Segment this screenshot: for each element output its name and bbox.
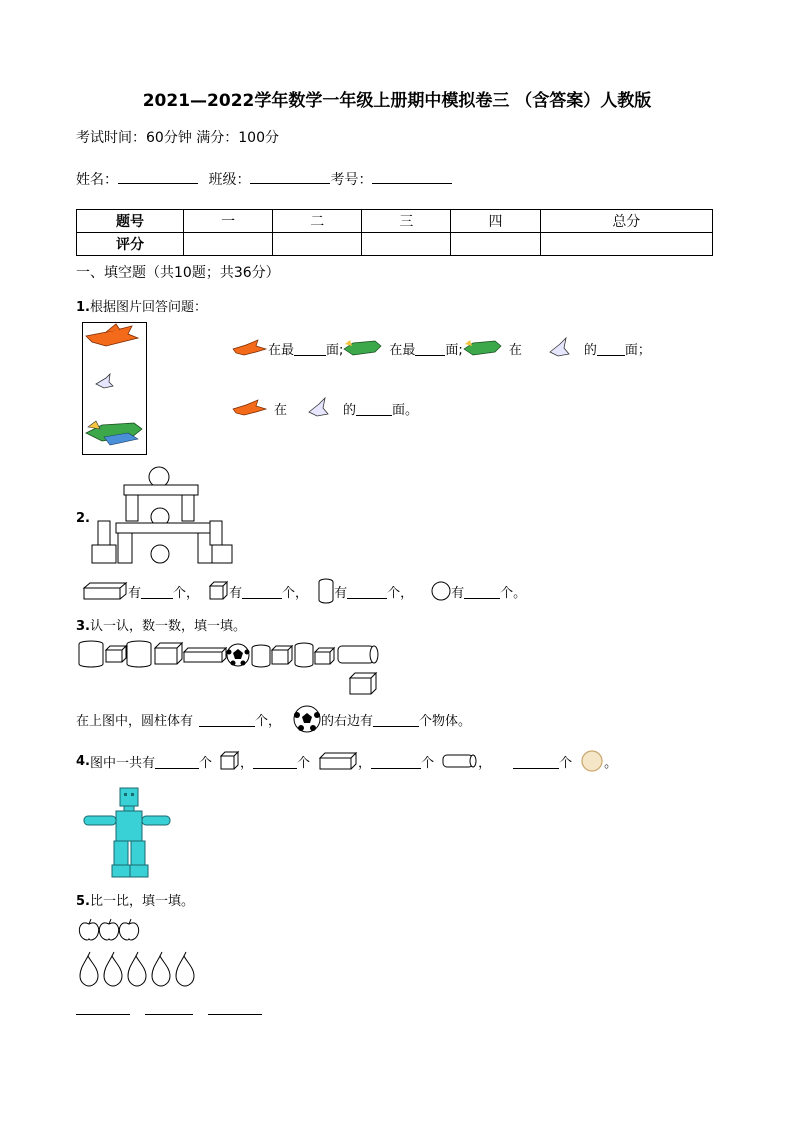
header-cell: 二 (273, 210, 362, 233)
q1-text: 的 (343, 402, 357, 418)
q2-text: 个， (282, 585, 309, 601)
q4-blank[interactable] (371, 754, 421, 769)
q2-text: 有 (451, 585, 465, 601)
q4-number: 4. (76, 753, 90, 769)
orange-plane-icon (232, 338, 268, 358)
q1-text: 面； (624, 342, 651, 358)
q4-text: 个 (421, 755, 435, 771)
name-label: 姓名： (76, 172, 118, 188)
number-blank[interactable] (372, 169, 452, 184)
q3-text: 在上图中，圆柱体有 (76, 713, 194, 729)
q3-text: 个， (255, 713, 282, 729)
q1-text: 在最 (268, 342, 295, 358)
number-label: 考号： (330, 172, 373, 188)
q1-text: 面。 (392, 402, 419, 418)
q1-text: 在最 (389, 342, 416, 358)
q1-picture-frame (82, 322, 148, 456)
header-cell: 题号 (77, 210, 184, 233)
q3-number: 3. (76, 619, 90, 634)
header-cell: 三 (362, 210, 451, 233)
q5-heading (76, 890, 194, 909)
q1-text: 面; (326, 342, 344, 358)
q4-text: ， (358, 755, 372, 771)
q3-text: 认一认，数一数，填一填。 (89, 619, 246, 634)
q4-blank[interactable] (155, 754, 199, 769)
q4-blank[interactable] (513, 754, 559, 769)
q3-blank[interactable] (199, 712, 255, 727)
q2-line (82, 579, 526, 603)
pear-icon (128, 956, 146, 986)
apple-icon (99, 923, 118, 940)
soccer-ball-icon (293, 705, 321, 733)
q4-blank[interactable] (253, 754, 297, 769)
q3-shapes-picture (78, 640, 382, 696)
green-plane-icon (343, 337, 383, 359)
q1-number: 1. (76, 300, 90, 315)
apple-icon (119, 923, 138, 940)
score-cell[interactable] (273, 233, 362, 256)
q2-text: 个， (173, 585, 200, 601)
q4-text: 。 (604, 755, 618, 771)
name-blank[interactable] (118, 169, 198, 184)
header-cell: 一 (184, 210, 273, 233)
q5-blank[interactable] (208, 1000, 262, 1015)
q2-blank[interactable] (464, 584, 500, 599)
q3-text: 的右边有 (321, 713, 374, 729)
bird-icon (307, 396, 329, 420)
q1-blank[interactable] (415, 341, 445, 356)
q2-text: 有 (334, 585, 348, 601)
q2-number (76, 511, 90, 526)
q4-text: ， (478, 755, 492, 771)
q3-text: 个物体。 (419, 713, 472, 729)
sphere-icon (580, 749, 604, 773)
score-table-row (77, 233, 713, 256)
q1-text: 的 (583, 342, 597, 358)
exam-info: 考试时间：60分钟 满分：100分 (76, 130, 279, 146)
q3-line (76, 706, 471, 732)
q5-answer-row (76, 1000, 262, 1019)
pear-icon (104, 956, 122, 986)
class-blank[interactable] (250, 169, 330, 184)
q2-text: 有 (128, 585, 142, 601)
bird-icon (548, 336, 570, 360)
q1-text: 根据图片回答问题： (89, 300, 207, 315)
q4-text: 个 (297, 755, 311, 771)
cuboid-icon (318, 752, 358, 770)
score-table-header (77, 210, 713, 233)
page-title: 2021—2022学年数学一年级上册期中模拟卷三 （含答案）人教版 (142, 91, 652, 111)
q4-text: 图中一共有 (89, 755, 155, 771)
section-heading: 一、填空题（共10题；共36分） (76, 265, 280, 281)
class-label: 班级： (208, 172, 251, 188)
sphere-icon (431, 581, 451, 601)
score-table (76, 209, 713, 256)
pears-picture (78, 952, 202, 988)
score-cell[interactable] (362, 233, 451, 256)
apples-picture (78, 918, 142, 942)
q1-text: 面; (445, 342, 463, 358)
q5-number: 5. (76, 894, 90, 909)
pear-icon (176, 956, 194, 986)
header-cell: 总分 (540, 210, 712, 233)
q1-line1 (232, 336, 651, 360)
q4-text: 个 (559, 755, 573, 771)
q1-blank[interactable] (356, 401, 392, 416)
pear-icon (80, 956, 98, 986)
score-cell[interactable] (184, 233, 273, 256)
q2-blank[interactable] (141, 584, 173, 599)
q1-heading (76, 296, 207, 315)
q1-line2 (232, 396, 418, 420)
q2-blank[interactable] (242, 584, 282, 599)
q1-text: 在 (508, 342, 522, 358)
cylinder-icon (442, 753, 478, 769)
robot-picture (80, 786, 174, 880)
q3-heading (76, 615, 246, 634)
apple-icon (79, 923, 98, 940)
q5-blank[interactable] (145, 1000, 193, 1015)
header-cell: 四 (451, 210, 540, 233)
q4-line (76, 748, 617, 774)
block-structure-picture (90, 465, 240, 569)
row-label: 评分 (77, 233, 184, 256)
q5-text: 比一比，填一填。 (89, 894, 194, 909)
cube-icon (209, 581, 229, 601)
student-info-row (76, 169, 452, 189)
q2-text: 个， (387, 585, 414, 601)
q4-text: ， (240, 755, 254, 771)
score-cell[interactable] (451, 233, 540, 256)
pear-icon (152, 956, 170, 986)
q2-num: 2. (76, 511, 90, 526)
q4-text: 个 (199, 755, 213, 771)
q1-text: 在 (274, 402, 288, 418)
orange-plane-icon (232, 398, 268, 418)
q2-text: 有 (229, 585, 243, 601)
cylinder-icon (318, 578, 334, 604)
green-plane-icon (463, 337, 503, 359)
cube-icon (220, 751, 240, 771)
q1-blank[interactable] (597, 341, 625, 356)
q5-blank[interactable] (76, 1000, 130, 1015)
q2-blank[interactable] (347, 584, 387, 599)
score-cell[interactable] (540, 233, 712, 256)
cuboid-icon (82, 582, 128, 600)
q1-blank[interactable] (294, 341, 326, 356)
q2-text: 个。 (500, 585, 527, 601)
q3-blank[interactable] (373, 712, 419, 727)
